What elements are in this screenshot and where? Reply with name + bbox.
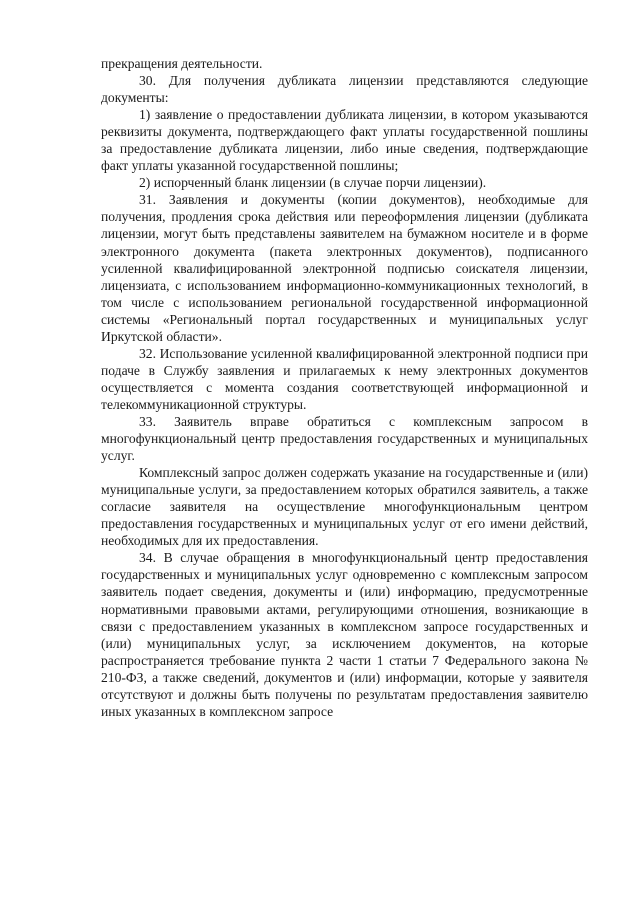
paragraph-continuation: прекращения деятельности. [101,56,263,71]
document-body [101,55,588,720]
paragraph-item-31: 31. Заявления и документы (копии документов), необходимые для получения, продления срока действия или переоформления лицензии (дубликата лицензии, могут быть представлены заявителем на бумажном носителе и в форме электронного документа (пакета электронных документов), подписанного усиленной квалифицированной электронной подписью соискателя лицензии, лицензиата, с использованием информационно-коммуникационных технологий, в том числе с использованием региональной государственной информационной системы «Региональный портал государственных и муниципальных услуг Иркутской области». [101,192,588,344]
paragraph-subitem-2: 2) испорченный бланк лицензии (в случае порчи лицензии). [139,175,487,191]
paragraph-complex-request: Комплексный запрос должен содержать указание на государственные и (или) муниципальные услуги, за предоставлением которых обратился заявитель, а также согласие заявителя на осуществление многофункциональным центром предоставления государственных и муниципальных услуг от его имени действий, необходимых для их предоставления. [101,465,588,549]
paragraph-item-32: 32. Использование усиленной квалифицированной электронной подписи при подаче в Службу заявления и прилагаемых к нему электронных документов осуществляется с момента создания соответствующей информационной и телекоммуникационной структуры. [101,345,588,412]
paragraph-item-34: 34. В случае обращения в многофункциональный центр предоставления государственных и муниципальных услуг одновременно с комплексным запросом заявитель подает сведения, документы и (или) информацию, предусмотренные нормативными правовыми актами, регулирующими отношения, возникающие в связи с предоставлением указанных в комплексном запросе государственных и (или) муниципальных услуг, за исключением документов, на которые распространяется требование пункта 2 части 1 статьи 7 Федерального закона № 210-ФЗ, а также сведений, документов и (или) информации, которые у заявителя отсутствуют и должны быть получены по результатам предоставления заявителю иных указанных в комплексном запросе [101,550,588,719]
paragraph-subitem-1: 1) заявление о предоставлении дубликата лицензии, в котором указываются реквизиты документа, подтверждающего факт уплаты государственной пошлины за предоставление дубликата лицензии, либо иные сведения, подтверждающие факт уплаты указанной государственной пошлины; [101,107,588,174]
paragraph-item-30: 30. Для получения дубликата лицензии представляются следующие документы: [101,73,588,106]
paragraph-item-33: 33. Заявитель вправе обратиться с комплексным запросом в многофункциональный центр предоставления государственных и муниципальных услуг. [101,413,588,464]
